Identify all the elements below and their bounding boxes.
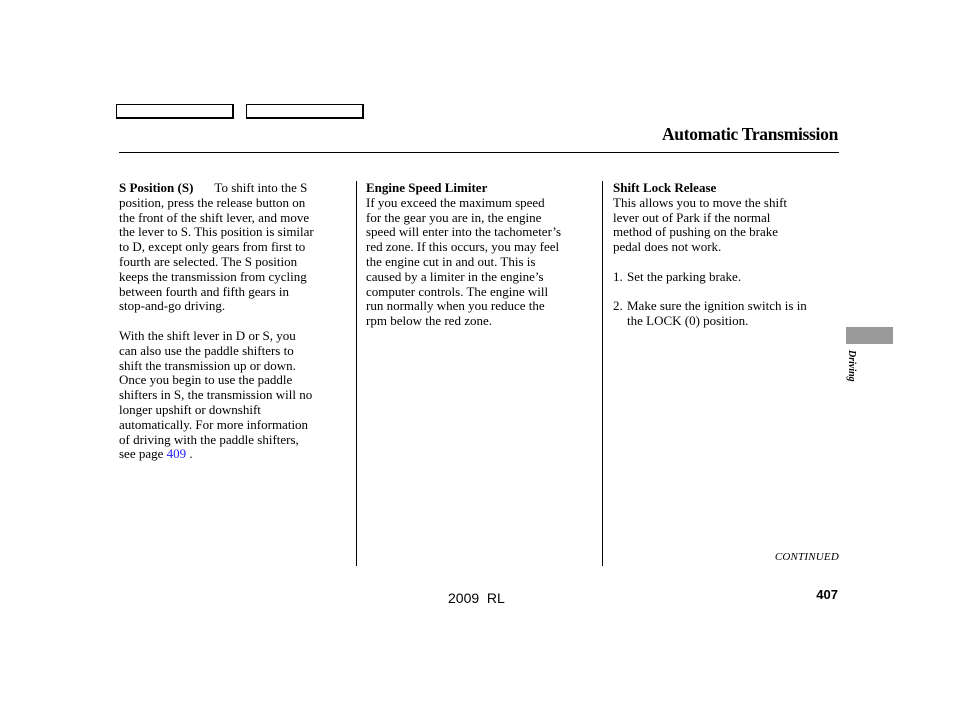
body-line: fourth are selected. The S position	[119, 253, 298, 269]
body-line: can also use the paddle shifters to	[119, 342, 294, 358]
body-line: caused by a limiter in the engine’s	[366, 268, 544, 284]
body-line: If you exceed the maximum speed	[366, 194, 545, 210]
body-line: of driving with the paddle shifters,	[119, 431, 299, 447]
section-tab-label: Driving	[846, 350, 857, 382]
step-number: 1.	[613, 268, 623, 284]
body-line: shifters in S, the transmission will no	[119, 387, 313, 403]
nav-button-2[interactable]	[246, 104, 364, 119]
see-page-suffix: .	[186, 446, 193, 462]
page-number: 407	[816, 587, 838, 602]
step-text-line: Make sure the ignition switch is in	[627, 298, 807, 314]
body-line: rpm below the red zone.	[366, 313, 492, 329]
body-line: To shift into the S	[214, 180, 308, 195]
body-line: the engine cut in and out. This is	[366, 253, 536, 269]
column-divider	[356, 181, 357, 566]
body-line: lever out of Park if the normal	[613, 209, 771, 225]
body-line: shift the transmission up or down.	[119, 357, 296, 373]
column-s-position	[119, 181, 347, 462]
body-line: method of pushing on the brake	[613, 224, 778, 240]
nav-button-1[interactable]	[116, 104, 234, 119]
body-line: stop-and-go driving.	[119, 298, 226, 314]
see-page-prefix: see page	[119, 446, 167, 462]
step-1	[613, 270, 841, 285]
page-title: Automatic Transmission	[661, 124, 838, 144]
body-line: for the gear you are in, the engine	[366, 209, 542, 225]
body-line: keeps the transmission from cycling	[119, 268, 307, 284]
body-line: This allows you to move the shift	[613, 194, 788, 210]
body-line: automatically. For more information	[119, 416, 309, 432]
page-link-409[interactable]: 409	[166, 446, 187, 462]
section-heading: Shift Lock Release	[613, 180, 717, 195]
column-divider	[602, 181, 603, 566]
body-line: between fourth and fifth gears in	[119, 283, 290, 299]
body-line: the front of the shift lever, and move	[119, 209, 310, 225]
column-shift-lock-release	[613, 181, 841, 329]
model-label: 2009 RL	[448, 590, 505, 606]
body-line: red zone. If this occurs, you may feel	[366, 239, 560, 255]
body-line: Once you begin to use the paddle	[119, 372, 293, 388]
body-line: pedal does not work.	[613, 239, 722, 255]
section-heading: Engine Speed Limiter	[366, 180, 488, 195]
section-heading: S Position (S)	[119, 180, 194, 195]
body-line: the lever to S. This position is similar	[119, 224, 314, 240]
body-line: to D, except only gears from first to	[119, 239, 306, 255]
column-engine-speed-limiter	[366, 181, 598, 329]
step-2	[613, 299, 841, 329]
step-number: 2.	[613, 298, 623, 314]
body-line: longer upshift or downshift	[119, 401, 261, 417]
body-line: With the shift lever in D or S, you	[119, 327, 296, 343]
step-text-line: the LOCK (0) position.	[627, 313, 749, 329]
step-text: Set the parking brake.	[627, 268, 742, 284]
title-rule	[119, 152, 839, 153]
step-text	[627, 299, 841, 329]
body-line: computer controls. The engine will	[366, 283, 549, 299]
body-line: speed will enter into the tachometer’s	[366, 224, 562, 240]
continued-label: CONTINUED	[774, 551, 839, 563]
body-line: run normally when you reduce the	[366, 298, 545, 314]
body-line: position, press the release button on	[119, 194, 306, 210]
section-tab-marker[interactable]	[846, 327, 893, 344]
